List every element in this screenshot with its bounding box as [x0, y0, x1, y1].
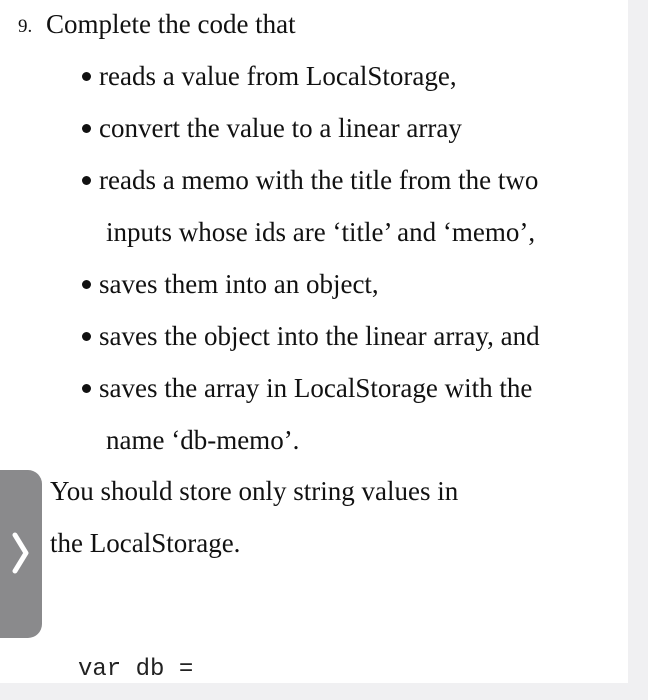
- list-item-continuation: inputs whose ids are ‘title’ and ‘memo’,: [106, 217, 536, 247]
- question-title: Complete the code that: [46, 9, 296, 39]
- note-text: You should store only string values in: [50, 476, 459, 506]
- bullet-dot-icon: [82, 280, 91, 289]
- side-panel-toggle[interactable]: [0, 470, 42, 638]
- bullet-dot-icon: [82, 384, 91, 393]
- question-number: 9.: [18, 16, 33, 37]
- list-item-continuation: name ‘db-memo’.: [106, 425, 300, 455]
- chevron-right-icon: [10, 532, 32, 574]
- note-text: the LocalStorage.: [50, 528, 241, 558]
- document-page: 9. Complete the code that reads a value from LocalStorage, convert the value to a linear array reads a memo with the title from the two inputs whose ids are ‘title’ and ‘memo’, saves them into an object, saves the object into the linear array, and saves the array in LocalStorage with the name ‘db-memo’. You should store only string values in the LocalStorage. var db =: [0, 0, 628, 683]
- bullet-dot-icon: [82, 72, 91, 81]
- code-snippet: var db =: [78, 656, 194, 683]
- bullet-dot-icon: [82, 124, 91, 133]
- bullet-dot-icon: [82, 176, 91, 185]
- bullet-dot-icon: [82, 332, 91, 341]
